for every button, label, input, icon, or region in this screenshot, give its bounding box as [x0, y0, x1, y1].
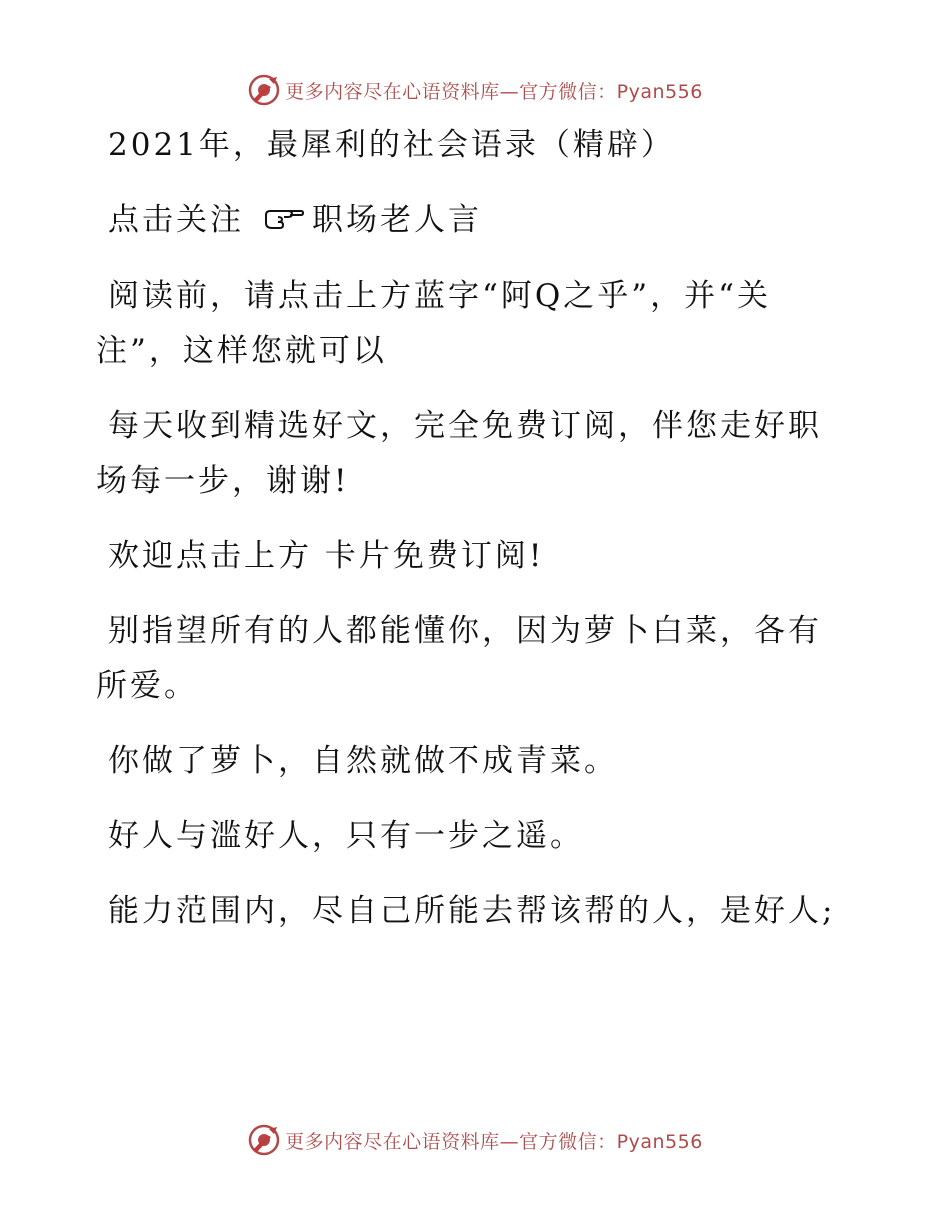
brand-logo-icon: [247, 1123, 281, 1157]
watermark-text: 更多内容尽在心语资料库—官方微信：Pyan556: [285, 80, 703, 103]
header-watermark: [0, 70, 950, 110]
paragraph: 别指望所有的人都能懂你，因为萝卜白菜，各有所爱。: [96, 613, 822, 704]
footer-watermark: [0, 1120, 950, 1160]
brand-logo-icon: [247, 73, 281, 107]
document-body: [96, 118, 836, 959]
document-title: 2021年，最犀利的社会语录（精辟）: [108, 127, 675, 163]
watermark-text: 更多内容尽在心语资料库—官方微信：Pyan556: [285, 1130, 703, 1153]
paragraph: 能力范围内，尽自己所能去帮该帮的人，是好人;: [108, 893, 836, 929]
paragraph: 每天收到精选好文，完全免费订阅，伴您走好职场每一步，谢谢!: [96, 408, 822, 499]
follow-line: [96, 193, 836, 249]
paragraph: 好人与滥好人，只有一步之遥。: [108, 818, 584, 854]
pointing-hand-icon: [252, 194, 304, 249]
paragraph: 欢迎点击上方 卡片免费订阅!: [108, 538, 545, 574]
follow-prefix: 点击关注: [108, 202, 244, 238]
paragraph: 你做了萝卜，自然就做不成青菜。: [108, 743, 618, 779]
paragraph: 阅读前，请点击上方蓝字“阿Q之乎”，并“关注”，这样您就可以: [96, 278, 771, 369]
follow-suffix: 职场老人言: [312, 202, 482, 238]
